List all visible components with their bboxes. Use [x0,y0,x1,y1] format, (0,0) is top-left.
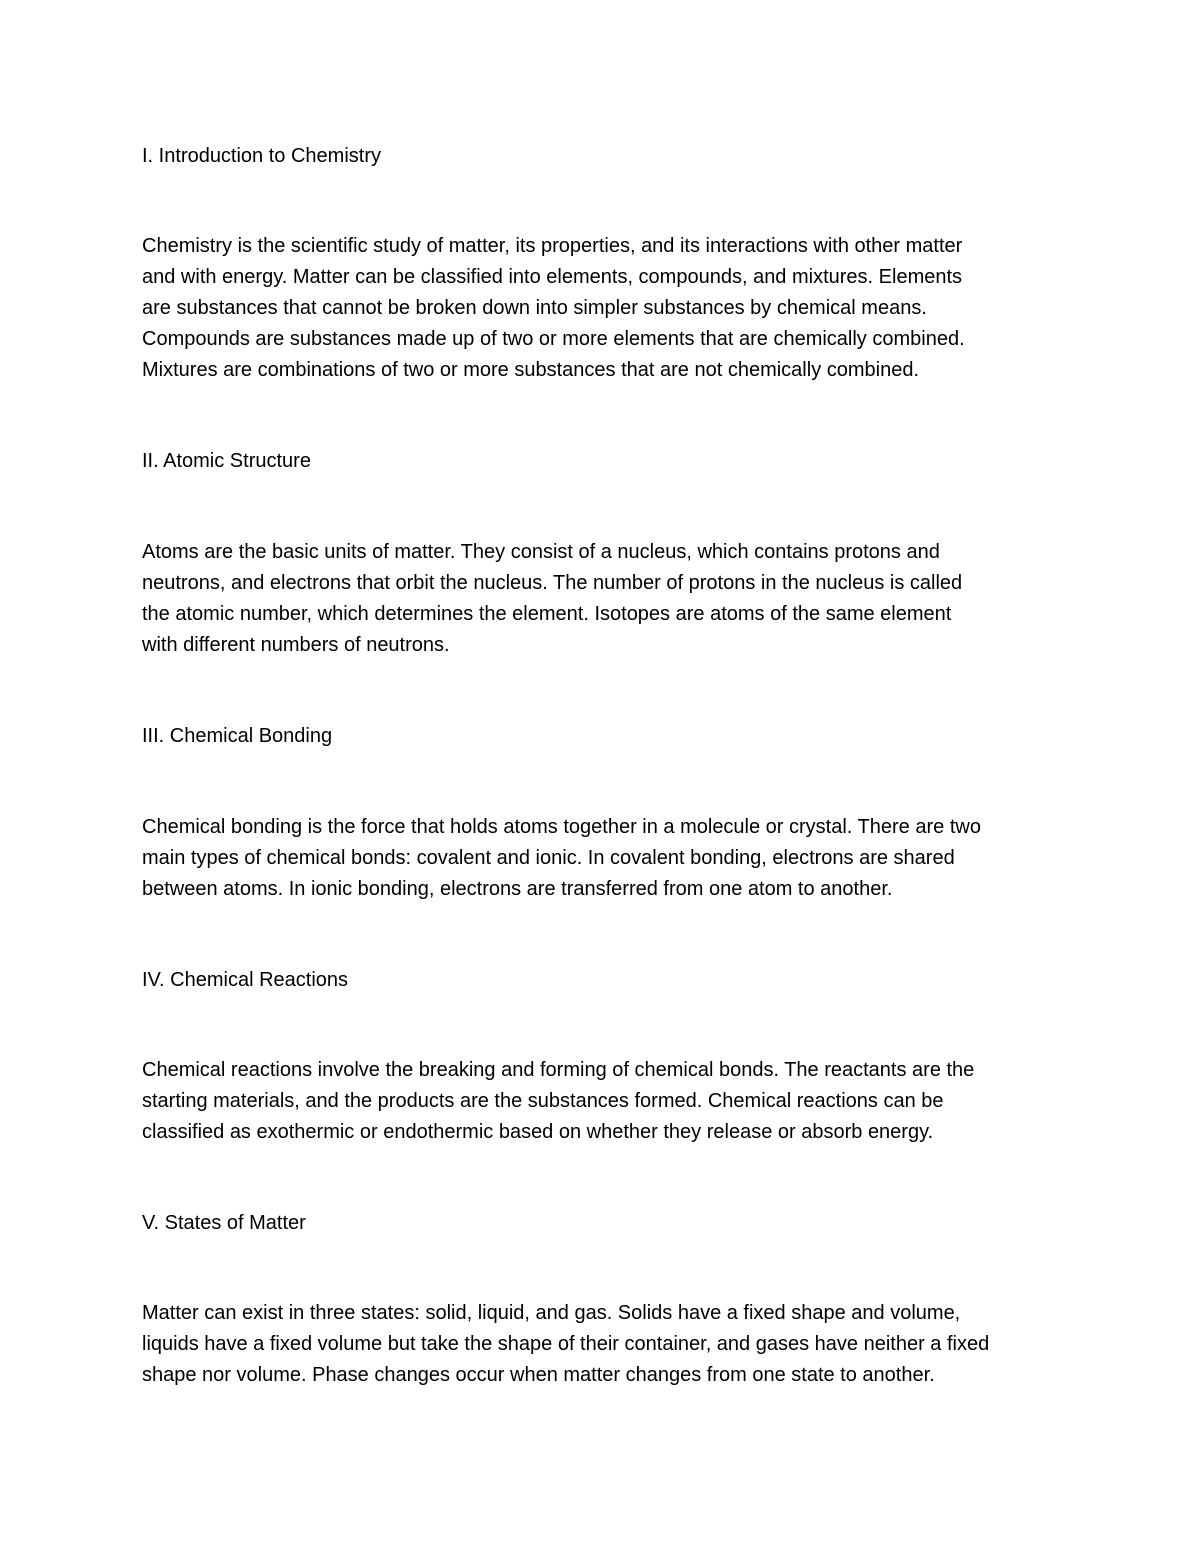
body-line: Chemical bonding is the force that holds atoms together in a molecule or crystal. There are two [142,816,981,838]
body-line: shape nor volume. Phase changes occur when matter changes from one state to another. [142,1364,935,1386]
body-line: with different numbers of neutrons. [142,634,450,656]
section-heading-introduction: I. Introduction to Chemistry [142,145,381,167]
body-line: starting materials, and the products are the substances formed. Chemical reactions can be [142,1090,944,1112]
body-line: Compounds are substances made up of two or more elements that are chemically combined. [142,328,965,350]
body-line: classified as exothermic or endothermic based on whether they release or absorb energy. [142,1121,934,1143]
section-body-states-of-matter [142,1298,1072,1391]
body-line: the atomic number, which determines the element. Isotopes are atoms of the same element [142,603,952,625]
body-line: Atoms are the basic units of matter. They consist of a nucleus, which contains protons and [142,541,940,563]
section-body-chemical-reactions [142,1055,1072,1148]
body-line: liquids have a fixed volume but take the shape of their container, and gases have neither a fixed [142,1333,990,1355]
body-line: Chemistry is the scientific study of matter, its properties, and its interactions with other matter [142,235,963,257]
body-line: Chemical reactions involve the breaking and forming of chemical bonds. The reactants are the [142,1059,975,1081]
body-line: between atoms. In ionic bonding, electrons are transferred from one atom to another. [142,878,893,900]
section-heading-chemical-bonding: III. Chemical Bonding [142,725,333,747]
section-body-chemical-bonding [142,812,1072,905]
body-line: neutrons, and electrons that orbit the nucleus. The number of protons in the nucleus is called [142,572,963,594]
section-body-atomic-structure [142,537,1072,661]
body-line: Matter can exist in three states: solid, liquid, and gas. Solids have a fixed shape and volume, [142,1302,961,1324]
body-line: Mixtures are combinations of two or more substances that are not chemically combined. [142,359,920,381]
section-heading-atomic-structure: II. Atomic Structure [142,450,311,472]
body-line: main types of chemical bonds: covalent and ionic. In covalent bonding, electrons are shared [142,847,955,869]
body-line: and with energy. Matter can be classified into elements, compounds, and mixtures. Elements [142,266,963,288]
section-heading-chemical-reactions: IV. Chemical Reactions [142,969,349,991]
section-body-introduction [142,231,1072,386]
section-heading-states-of-matter: V. States of Matter [142,1212,306,1234]
body-line: are substances that cannot be broken down into simpler substances by chemical means. [142,297,927,319]
